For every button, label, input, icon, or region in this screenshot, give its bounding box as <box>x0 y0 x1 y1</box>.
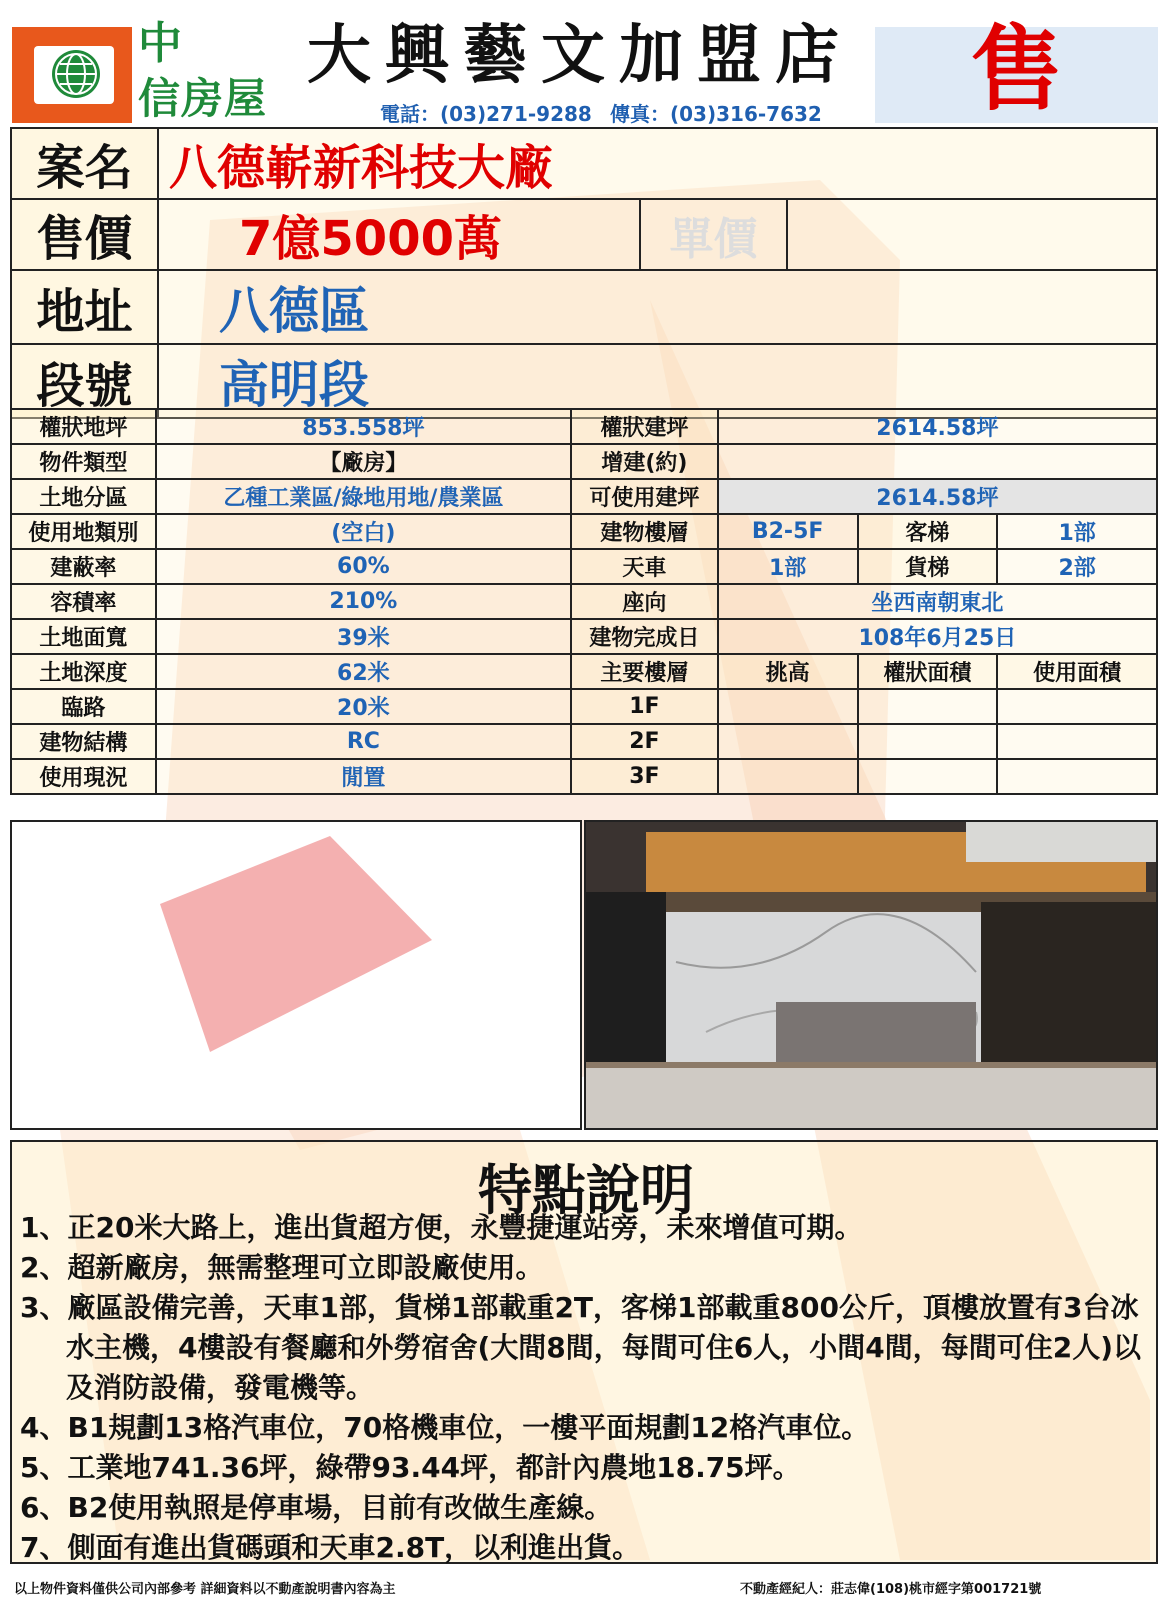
feature-item: 6、B2使用執照是停車場，目前有改做生產線。 <box>20 1491 613 1524</box>
coverage-label: 建蔽率 <box>11 549 156 584</box>
feature-item: 4、B1規劃13格汽車位，70格機車位，一樓平面規劃12格汽車位。 <box>20 1411 870 1444</box>
brand-name-line2: 信房屋 <box>138 74 268 123</box>
feature-item: 1、正20米大路上，進出貨超方便，永豐捷運站旁，未來增值可期。 <box>20 1211 863 1244</box>
status-value: 閒置 <box>156 759 571 794</box>
orientation-value: 坐西南朝東北 <box>718 584 1157 619</box>
zoning-label: 土地分區 <box>11 479 156 514</box>
detail-table <box>10 408 1158 795</box>
footer-disclaimer: 以上物件資料僅供公司內部參考 詳細資料以不動產說明書內容為主 <box>14 1582 396 1597</box>
shop-name: 大興藝文加盟店 <box>307 19 853 93</box>
feature-item: 2、超新廠房，無需整理可立即設廠使用。 <box>20 1251 544 1284</box>
orientation-label: 座向 <box>571 584 718 619</box>
floor-row-1f: 1F <box>571 689 718 724</box>
building-area-label: 權狀建坪 <box>571 409 718 444</box>
feature-item: 5、工業地741.36坪，綠帶93.44坪，都計內農地18.75坪。 <box>20 1451 801 1484</box>
floor-row-3f: 3F <box>571 759 718 794</box>
footer-agent: 不動產經紀人：莊志偉(108)桃市經字第001721號 <box>740 1582 1042 1597</box>
structure-value: RC <box>156 724 571 759</box>
land-area-value: 853.558坪 <box>156 409 571 444</box>
property-name: 八德嶄新科技大廠 <box>158 128 1157 199</box>
summary-table <box>10 127 1158 419</box>
shop-phone: 電話：(03)271-9288 <box>380 102 592 126</box>
land-area-label: 權狀地坪 <box>11 409 156 444</box>
far-value: 210% <box>156 584 571 619</box>
name-label: 案名 <box>11 128 158 199</box>
features-list <box>20 1208 1150 1568</box>
completion-label: 建物完成日 <box>571 619 718 654</box>
ceiling-label: 挑高 <box>718 654 858 689</box>
brand-name-line1: 中 <box>138 18 182 69</box>
extension-label: 增建(約) <box>571 444 718 479</box>
road-value: 20米 <box>156 689 571 724</box>
coverage-value: 60% <box>156 549 571 584</box>
road-label: 臨路 <box>11 689 156 724</box>
deed-area-label: 權狀面積 <box>858 654 998 689</box>
address-label: 地址 <box>11 270 158 344</box>
features-title: 特點說明 <box>478 1159 694 1222</box>
frontage-value: 39米 <box>156 619 571 654</box>
price-value: 7億5000萬 <box>158 199 640 270</box>
section-value: 高明段 <box>158 344 1157 418</box>
crane-label: 天車 <box>571 549 718 584</box>
feature-item: 3、廠區設備完善，天車1部，貨梯1部載重2T，客梯1部載重800公斤，頂樓放置有3台冰水主機，4樓設有餐廳和外勞宿舍(大間8間，每間可住6人，小間4間，每間可住2人)以及消防設備，發電機等。 <box>20 1291 1142 1404</box>
address-value: 八德區 <box>158 270 1157 344</box>
far-label: 容積率 <box>11 584 156 619</box>
freight-lift-label: 貨梯 <box>858 549 998 584</box>
structure-label: 建物結構 <box>11 724 156 759</box>
crane-value: 1部 <box>718 549 858 584</box>
unit-price-value <box>787 199 1157 270</box>
floor-row-2f: 2F <box>571 724 718 759</box>
type-label: 物件類型 <box>11 444 156 479</box>
status-label: 使用現況 <box>11 759 156 794</box>
section-label: 段號 <box>11 344 158 418</box>
depth-label: 土地深度 <box>11 654 156 689</box>
type-value: 【廠房】 <box>156 444 571 479</box>
lobby-photo-illustration <box>586 822 1158 1130</box>
globe-icon <box>52 50 100 98</box>
sale-badge: 售 <box>970 16 1063 123</box>
use-area-label: 使用面積 <box>997 654 1157 689</box>
floors-value: B2-5F <box>718 514 858 549</box>
land-use-label: 使用地類別 <box>11 514 156 549</box>
extension-value <box>718 444 1157 479</box>
floors-label: 建物樓層 <box>571 514 718 549</box>
depth-value: 62米 <box>156 654 571 689</box>
map-photo-placeholder <box>10 820 582 1130</box>
land-use-value: (空白) <box>156 514 571 549</box>
usable-area-value: 2614.58坪 <box>718 479 1157 514</box>
unit-price-label: 單價 <box>640 199 787 270</box>
frontage-label: 土地面寬 <box>11 619 156 654</box>
lobby-photo <box>584 820 1158 1130</box>
features-section <box>10 1140 1158 1564</box>
freight-lift-value: 2部 <box>997 549 1157 584</box>
building-area-value: 2614.58坪 <box>718 409 1157 444</box>
usable-area-label: 可使用建坪 <box>571 479 718 514</box>
price-label: 售價 <box>11 199 158 270</box>
zoning-value: 乙種工業區/綠地用地/農業區 <box>156 479 571 514</box>
shop-fax: 傳真：(03)316-7632 <box>610 102 822 126</box>
main-floor-label: 主要樓層 <box>571 654 718 689</box>
feature-item: 7、側面有進出貨碼頭和天車2.8T，以利進出貨。 <box>20 1531 641 1564</box>
completion-value: 108年6月25日 <box>718 619 1157 654</box>
passenger-lift-value: 1部 <box>997 514 1157 549</box>
passenger-lift-label: 客梯 <box>858 514 998 549</box>
location-flag-shape <box>12 822 580 1128</box>
